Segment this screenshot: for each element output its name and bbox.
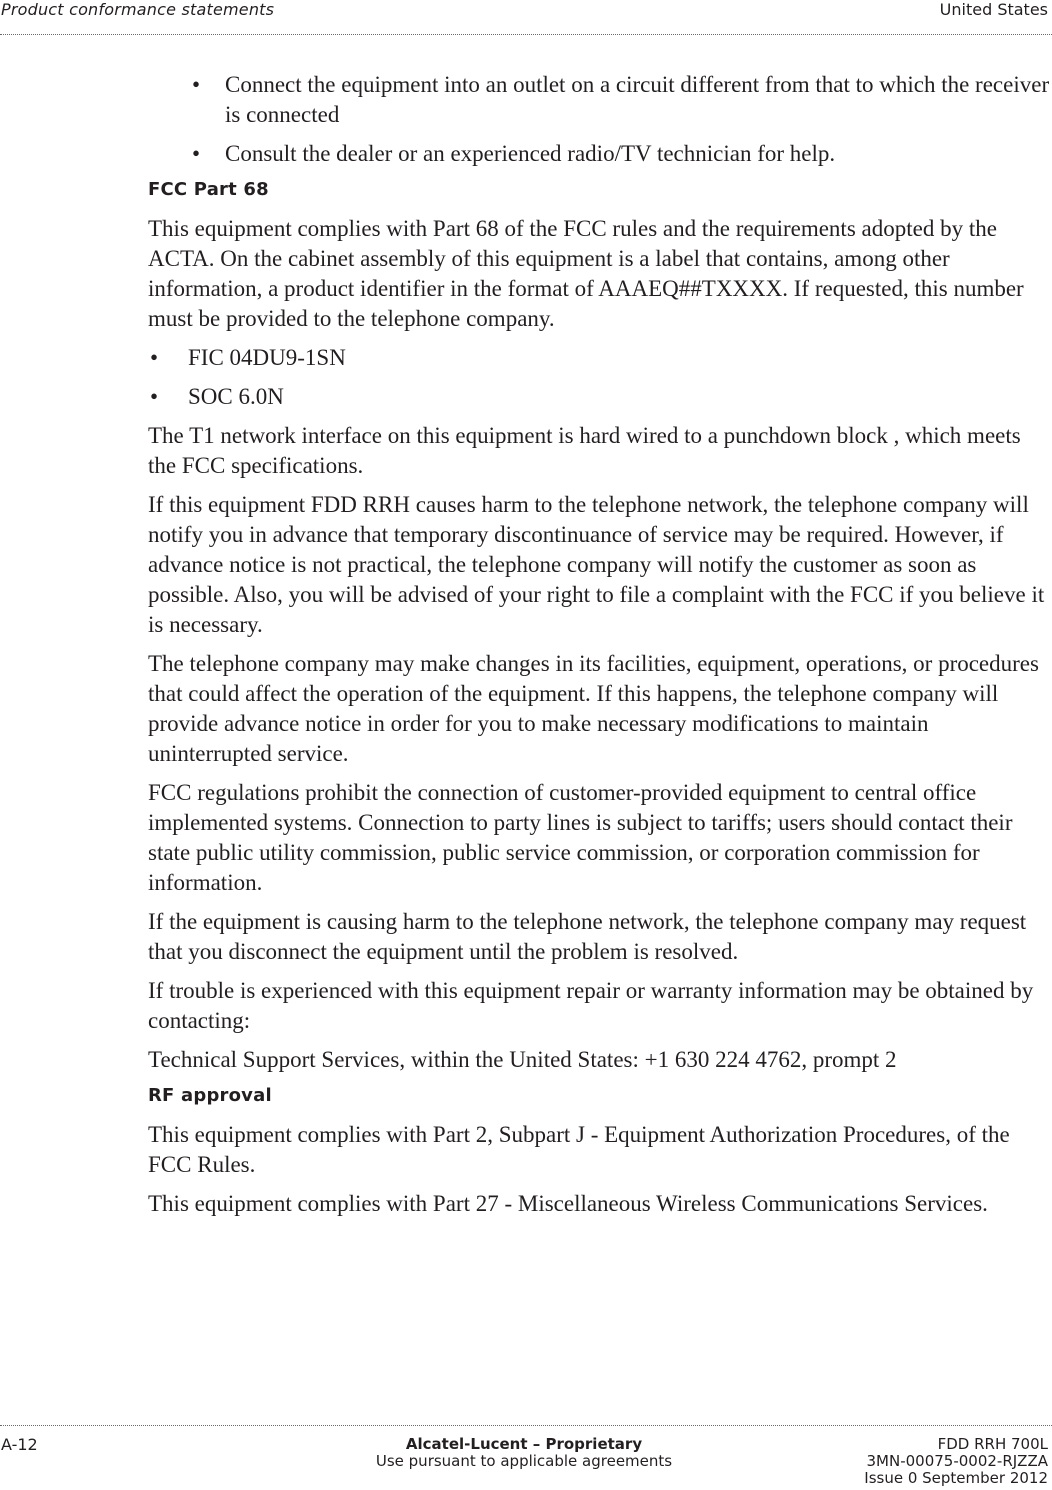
company-label: Alcatel-Lucent – Proprietary (405, 1435, 643, 1453)
region-label: United States (939, 0, 1048, 19)
paragraph: This equipment complies with Part 2, Subpart J - Equipment Authorization Procedures, of the FCC Rules. (148, 1122, 1010, 1177)
bullet-icon: • (192, 141, 201, 166)
list-item (148, 70, 1052, 130)
paragraph: Technical Support Services, within the United States: +1 630 224 4762, prompt 2 (148, 1047, 897, 1072)
bullet-icon: • (150, 384, 159, 409)
paragraph: If the equipment is causing harm to the telephone network, the telephone company may request that you disconnect the equipment until the problem is resolved. (148, 909, 1027, 964)
doc-number: 3MN-00075-0002-RJZZA (866, 1452, 1048, 1470)
intro-bullet-list (148, 70, 1052, 169)
paragraph: If trouble is experienced with this equipment repair or warranty information may be obtained by contacting: (148, 978, 1034, 1033)
footer-divider (0, 1425, 1052, 1426)
section-heading-fcc-part-68: FCC Part 68 (148, 179, 269, 200)
list-item (148, 139, 1052, 169)
list-item (148, 382, 1052, 412)
paragraph: If this equipment FDD RRH causes harm to the telephone network, the telephone company will notify you in advance that temporary discontinuance of service may be required. However, if advance notice is not practical, the telephone company will notify the customer as soon as possible. Also, you will be advised of your right to file a complaint with the FCC if you believe it is necessary. (148, 492, 1045, 637)
page-header (0, 0, 1052, 34)
list-item-text: Connect the equipment into an outlet on a circuit different from that to which the receiver is connected (225, 72, 1050, 127)
issue-date: Issue 0 September 2012 (864, 1469, 1048, 1487)
bullet-icon: • (150, 345, 159, 370)
main-content (148, 70, 1052, 1228)
list-item-text: FIC 04DU9-1SN (188, 345, 346, 370)
section-heading-rf-approval: RF approval (148, 1085, 272, 1106)
page-number: A-12 (1, 1435, 38, 1454)
list-item-text: Consult the dealer or an experienced radio/TV technician for help. (225, 141, 836, 166)
footer-proprietary (344, 1436, 704, 1470)
list-item-text: SOC 6.0N (188, 384, 284, 409)
section-title: Product conformance statements (1, 0, 275, 19)
paragraph: The telephone company may make changes in its facilities, equipment, operations, or procedures that could affect the operation of the equipment. If this happens, the telephone company will provide advance notice in order for you to make necessary modifications to maintain uninterrupted service. (148, 651, 1039, 766)
bullet-icon: • (192, 72, 201, 97)
usage-label: Use pursuant to applicable agreements (375, 1452, 673, 1470)
paragraph: The T1 network interface on this equipment is hard wired to a punchdown block , which meets the FCC specifications. (148, 423, 1021, 478)
footer-doc-info (864, 1436, 1048, 1487)
list-item (148, 343, 1052, 373)
product-name: FDD RRH 700L (937, 1435, 1048, 1453)
header-divider (0, 34, 1052, 35)
paragraph: FCC regulations prohibit the connection of customer-provided equipment to central office implemented systems. Connection to party lines is subject to tariffs; users should contact their state public utility commission, public service commission, or corporation commission for information. (148, 780, 1013, 895)
page-footer (0, 1436, 1052, 1490)
paragraph: This equipment complies with Part 27 - Miscellaneous Wireless Communications Services. (148, 1191, 988, 1216)
code-bullet-list (148, 343, 1052, 412)
paragraph: This equipment complies with Part 68 of the FCC rules and the requirements adopted by the ACTA. On the cabinet assembly of this equipment is a label that contains, among other information, a product identifier in the format of AAAEQ##TXXXX. If requested, this number must be provided to the telephone company. (148, 216, 1024, 331)
